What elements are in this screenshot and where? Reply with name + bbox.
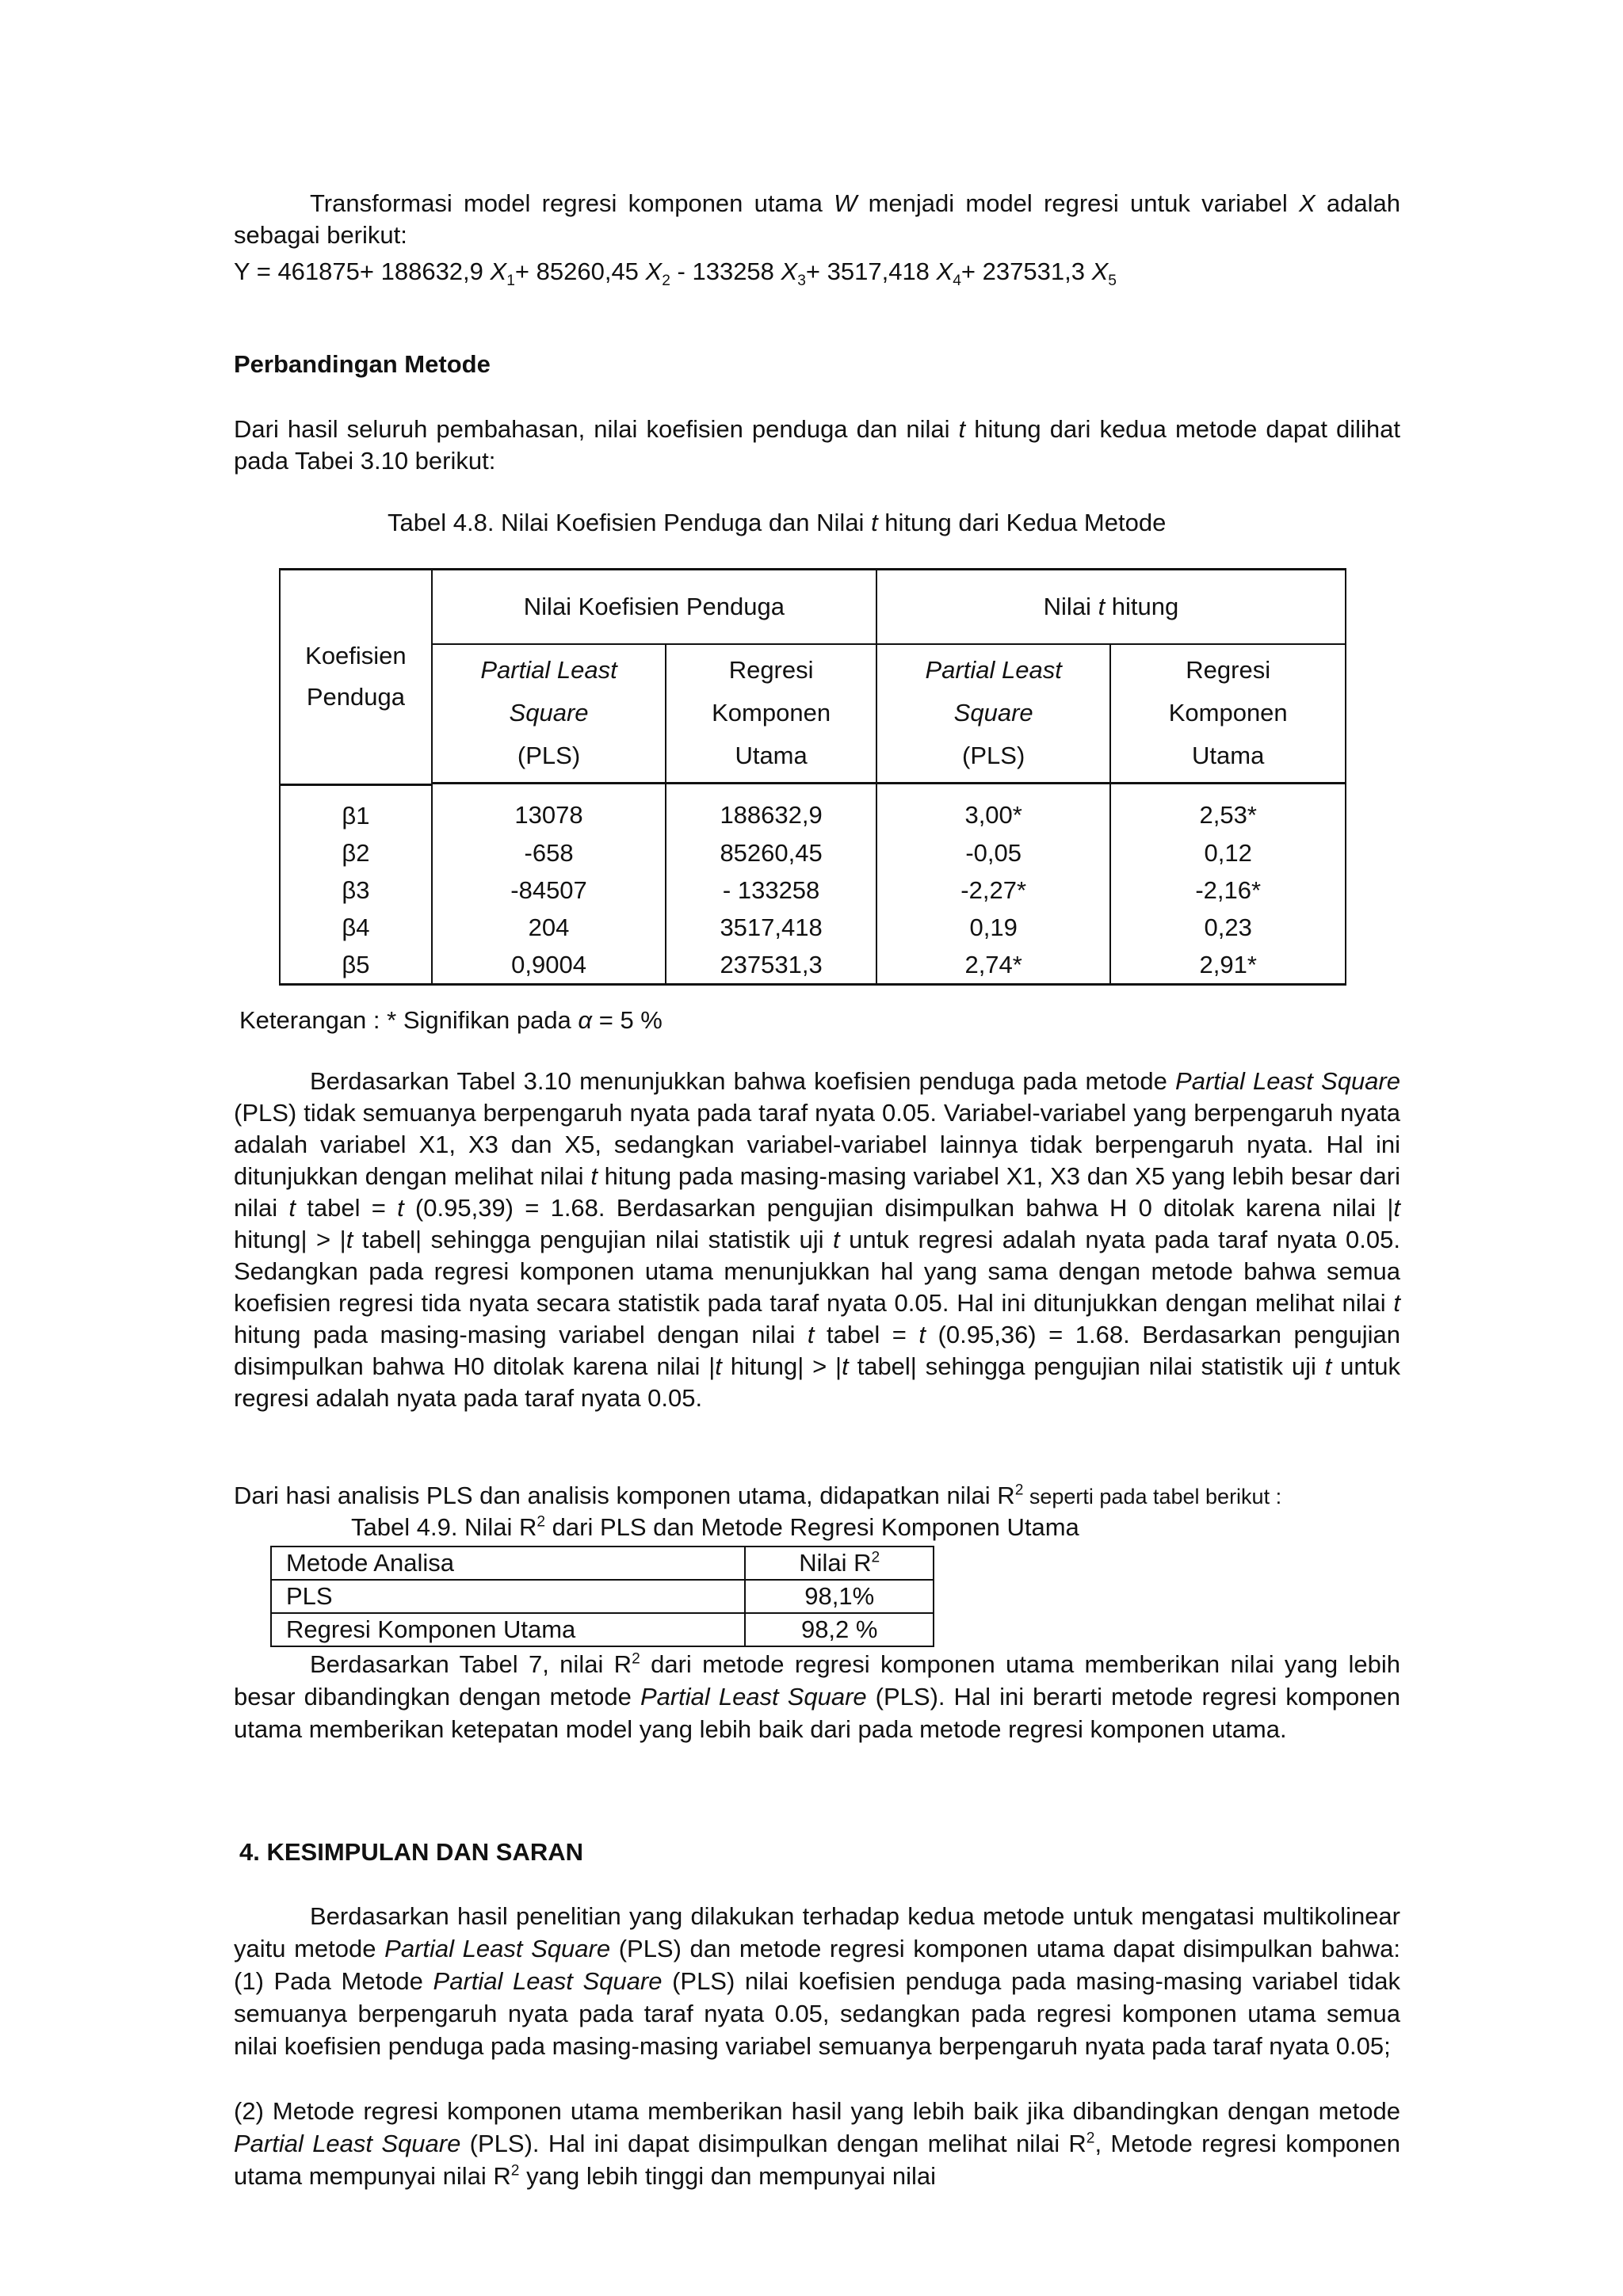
subheader-t-pls: Partial Least Square (PLS) xyxy=(876,644,1110,784)
table-row: β5 0,9004 237531,3 2,74* 2,91* xyxy=(280,946,1346,985)
table1-note: Keterangan : * Signifikan pada α = 5 % xyxy=(239,1006,663,1034)
value-header: Nilai $R^2$ xyxy=(745,1547,934,1580)
table-row: β3 -84507 - 133258 -2,27* -2,16* xyxy=(280,871,1346,909)
r2-intro: Dari hasi analisis PLS dan analisis komponen utama, didapatkan nilai $R^2$ seperti pada tabel berikut : xyxy=(234,1482,1282,1509)
conclusion-paragraph-2: (2) Metode regresi komponen utama memberikan hasil yang lebih baik jika dibandingkan dengan metode Partial Least Square (PLS). Hal ini dapat disimpulkan dengan melihat nilai $R^2$, Metode regresi komponen utama mempunyai nilai $R^2$ yang lebih tinggi dan mempunyai nilai xyxy=(234,2097,1400,2190)
table-row: β2 -658 85260,45 -0,05 0,12 xyxy=(280,834,1346,871)
subheader-rku: Regresi Komponen Utama xyxy=(666,644,876,784)
table1-caption: Tabel 4.8. Nilai Koefisien Penduga dan Nilai t hitung dari Kedua Metode xyxy=(388,509,1167,536)
conclusion-paragraph-1: Berdasarkan hasil penelitian yang dilakukan terhadap kedua metode untuk mengatasi multikolinear yaitu metode Partial Least Square (PLS) dan metode regresi komponen utama dapat disimpulkan bahwa: (1) Pada Metode Partial Least Square (PLS) nilai koefisien penduga pada masing-masing variabel tidak semuanya berpengaruh nyata pada taraf nyata 0.05, sedangkan pada regresi komponen utama semua nilai koefisien penduga pada masing-masing variabel semuanya berpengaruh nyata pada taraf nyata 0.05; xyxy=(234,1902,1400,2060)
transform-paragraph: Transformasi model regresi komponen utama W menjadi model regresi untuk variabel X adalah sebagai berikut: xyxy=(234,189,1400,250)
row-header-cell: Koefisien Penduga xyxy=(280,570,432,785)
r2-table xyxy=(270,1546,934,1647)
group-header-koefisien: Nilai Koefisien Penduga xyxy=(432,570,876,644)
section-heading-perbandingan: Perbandingan Metode xyxy=(234,350,491,378)
comparison-intro: Dari hasil seluruh pembahasan, nilai koefisien penduga dan nilai t hitung dari kedua metode dapat dilihat pada Tabei 3.10 berikut: xyxy=(234,415,1401,475)
table-row: β1 13078 188632,9 3,00* 2,53* xyxy=(280,784,1346,834)
table-row: β4 204 3517,418 0,19 0,23 xyxy=(280,909,1346,946)
section-heading-kesimpulan: 4. KESIMPULAN DAN SARAN xyxy=(239,1838,584,1866)
table2-caption: Tabel 4.9. Nilai $R^2$ dari PLS dan Metode Regresi Komponen Utama xyxy=(351,1513,1079,1541)
regression-equation: Y = 461875+ 188632,9 $X_1+ 85260,45$ $X_2 - 133258$ $X_3+ 3517,418$ $X_4+ 237531,3$ $X_5$ xyxy=(234,257,1117,290)
r2-paragraph: Berdasarkan Tabel 7, nilai $R^2$ dari metode regresi komponen utama memberikan nilai yang lebih besar dibandingkan dengan metode Partial Least Square (PLS). Hal ini berarti metode regresi komponen utama memberikan ketepatan model yang lebih baik dari pada metode regresi komponen utama. xyxy=(234,1650,1400,1743)
table-row: Regresi Komponen Utama 98,2 % xyxy=(271,1613,934,1646)
table-row: PLS 98,1% xyxy=(271,1580,934,1613)
table-header-row: Metode Analisa Nilai $R^2$ xyxy=(271,1547,934,1580)
subheader-t-rku: Regresi Komponen Utama xyxy=(1110,644,1346,784)
subheader-pls: Partial Least Square (PLS) xyxy=(432,644,666,784)
coefficient-table xyxy=(279,568,1346,986)
analysis-paragraph: Berdasarkan Tabel 3.10 menunjukkan bahwa koefisien penduga pada metode Partial Least Square (PLS) tidak semuanya berpengaruh nyata pada taraf nyata 0.05. Variabel-variabel yang berpengaruh nyata adalah variabel X1, X3 dan X5, sedangkan variabel-variabel lainnya tidak berpengaruh nyata. Hal ini ditunjukkan dengan melihat nilai t hitung pada masing-masing variabel X1, X3 dan X5 yang lebih besar dari nilai t tabel = t (0.95,39) = 1.68. Berdasarkan pengujian disimpulkan bahwa H 0 ditolak karena nilai |t hitung| > |t tabel| sehingga pengujian nilai statistik uji t untuk regresi adalah nyata pada taraf nyata 0.05. Sedangkan pada regresi komponen utama menunjukkan hal yang sama dengan metode bahwa semua koefisien regresi tida nyata secara statistik pada taraf nyata 0.05. Hal ini ditunjukkan dengan melihat nilai t hitung pada masing-masing variabel dengan nilai t tabel = t (0.95,36) = 1.68. Berdasarkan pengujian disimpulkan bahwa H0 ditolak karena nilai |t hitung| > |t tabel| sehingga pengujian nilai statistik uji t untuk regresi adalah nyata pada taraf nyata 0.05. xyxy=(234,1067,1401,1412)
group-header-t-hitung: Nilai t hitung xyxy=(876,570,1346,644)
